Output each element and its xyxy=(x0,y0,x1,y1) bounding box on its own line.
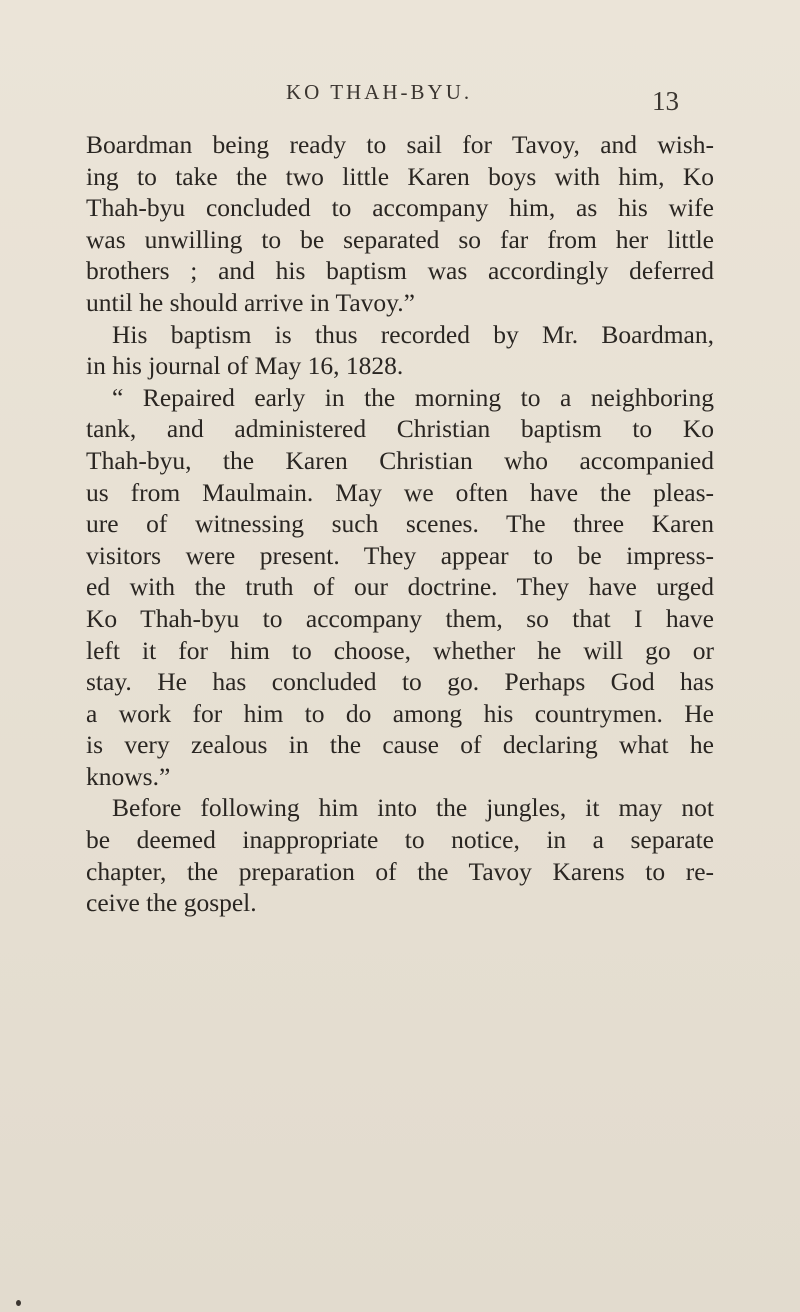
text-line: Thah-byu, the Karen Christian who accompanied xyxy=(86,445,714,475)
text-line: ceive the gospel. xyxy=(86,888,257,918)
text-line: stay. He has concluded to go. Perhaps God has xyxy=(86,667,714,697)
running-head xyxy=(0,80,800,120)
text-line: is very zealous in the cause of declaring what he xyxy=(86,730,714,760)
text-line: knows.” xyxy=(86,761,171,791)
text-line: ure of witnessing such scenes. The three Karen xyxy=(86,509,714,539)
text-line: Boardman being ready to sail for Tavoy, and wish- xyxy=(86,130,714,159)
text-line: His baptism is thus recorded by Mr. Boardman, xyxy=(112,319,714,349)
text-line: visitors were present. They appear to be impress- xyxy=(86,540,714,570)
body-text xyxy=(86,129,714,919)
text-line: Ko Thah-byu to accompany them, so that I have xyxy=(86,603,714,633)
text-line: chapter, the preparation of the Tavoy Karens to re- xyxy=(86,856,714,886)
text-line: tank, and administered Christian baptism to Ko xyxy=(86,414,714,444)
text-line: “ Repaired early in the morning to a neighboring xyxy=(112,382,714,412)
text-line: brothers ; and his baptism was accordingly deferred xyxy=(86,256,714,286)
text-line: a work for him to do among his countrymen. He xyxy=(86,698,714,728)
text-line: ed with the truth of our doctrine. They have urged xyxy=(86,572,714,602)
text-line: until he should arrive in Tavoy.” xyxy=(86,287,415,317)
text-line: us from Maulmain. May we often have the pleas- xyxy=(86,477,714,507)
text-line: in his journal of May 16, 1828. xyxy=(86,351,404,381)
text-line: be deemed inappropriate to notice, in a separate xyxy=(86,825,714,855)
text-line: Thah-byu concluded to accompany him, as his wife xyxy=(86,193,714,223)
text-line: left it for him to choose, whether he will go or xyxy=(86,635,714,665)
text-line: was unwilling to be separated so far from her little xyxy=(86,224,714,254)
running-title: KO THAH-BYU. xyxy=(286,80,473,104)
text-line: ing to take the two little Karen boys with him, Ko xyxy=(86,161,714,191)
page-number: 13 xyxy=(652,86,679,116)
text-line: Before following him into the jungles, it may not xyxy=(112,793,714,823)
ink-blemish xyxy=(16,1300,21,1306)
